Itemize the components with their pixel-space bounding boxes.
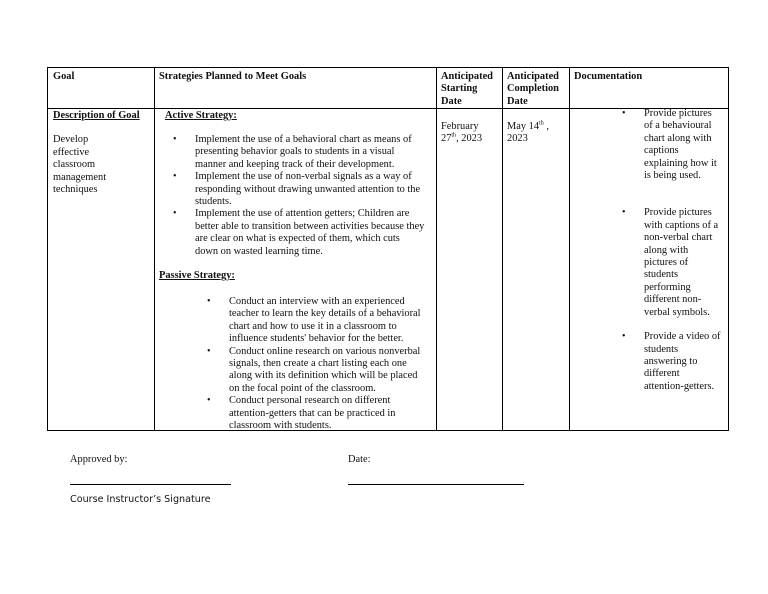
- completion-date: May 14th , 2023: [507, 120, 549, 145]
- table-border-left: [47, 67, 48, 431]
- list-item: • Implement the use of non-verbal signals as a way of responding without drawing unwanted attention to the students.: [195, 171, 433, 208]
- table-border-top: [47, 67, 729, 68]
- column-divider: [502, 67, 503, 431]
- goal-cell: [53, 110, 140, 196]
- column-divider: [154, 67, 155, 431]
- list-item: • Implement the use of attention getters; Children are better able to transition between activities because they are clear on what is expected of them, which cuts down on wasted learning time.: [195, 208, 433, 258]
- list-item: • Provide a video of students answering to different attention-getters.: [644, 331, 728, 393]
- starting-date: February 27th, 2023: [441, 121, 483, 145]
- active-strategy-heading-text: Active Strategy:: [165, 110, 237, 121]
- list-item: • Implement the use of a behavioral chart as means of presenting behavior goals to students in a visual manner and keeping track of their development.: [195, 134, 433, 171]
- date-line: [348, 484, 524, 485]
- goal-planning-table: [47, 67, 729, 431]
- passive-strategy-heading: Passive Strategy:: [159, 270, 235, 281]
- active-strategy-list: [195, 134, 433, 258]
- passive-strategy-list: [229, 296, 433, 432]
- header-strategies: Strategies Planned to Meet Goals: [159, 71, 307, 82]
- approved-by-label: Approved by:: [70, 454, 128, 465]
- header-documentation: Documentation: [574, 71, 643, 82]
- column-divider: [569, 67, 570, 431]
- list-item: • Conduct personal research on different attention-getters that can be practiced in classroom with students.: [229, 395, 433, 432]
- goal-description: Develop effective classroom management techniques: [53, 134, 107, 196]
- header-starting-date: Anticipated Starting Date: [441, 71, 493, 107]
- header-row-divider: [47, 108, 729, 109]
- table-border-right: [728, 67, 729, 431]
- list-item: • Provide pictures of a behavioural chart along with captions explaining how it is being used.: [644, 108, 728, 182]
- header-completion-date: Anticipated Completion Date: [507, 71, 559, 107]
- date-label: Date:: [348, 454, 371, 465]
- signature-caption: Course Instructor’s Signature: [70, 494, 211, 505]
- approved-signature-line: [70, 484, 231, 485]
- documentation-list: [644, 108, 728, 393]
- list-item: • Conduct an interview with an experienced teacher to learn the key details of a behavioral chart and how to use it in a classroom to influence students' behavior for the better.: [229, 296, 433, 346]
- header-goal: Goal: [53, 71, 75, 82]
- list-item: • Provide pictures with captions of a non-verbal chart along with pictures of students performing different non- verbal symbols.: [644, 207, 728, 319]
- goal-heading: Description of Goal: [53, 110, 140, 121]
- column-divider: [436, 67, 437, 431]
- list-item: • Conduct online research on various nonverbal signals, then create a chart listing each one along with its definition which will be placed on the focal point of the classroom.: [229, 346, 433, 396]
